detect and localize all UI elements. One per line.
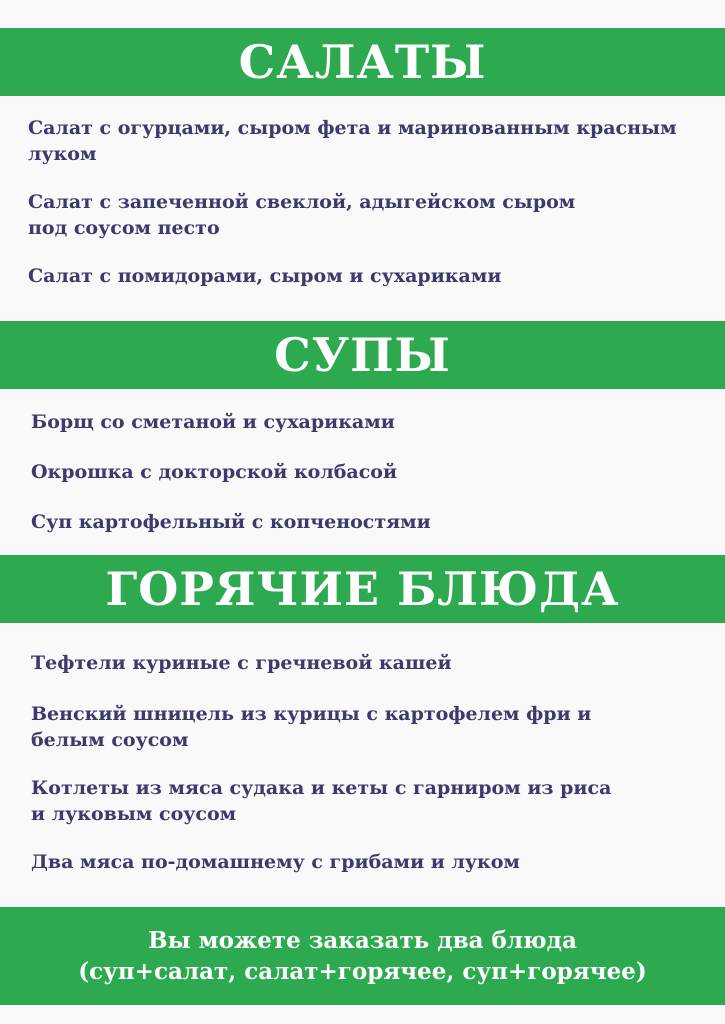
section-title-salads: САЛАТЫ — [238, 35, 487, 89]
menu-item: Салат с запеченной свеклой, адыгейском сыром под соусом песто — [28, 191, 576, 239]
section-header-soups — [0, 321, 725, 389]
menu-item: Борщ со сметаной и сухариками — [31, 411, 395, 433]
order-note-banner — [0, 907, 725, 1005]
menu-item: Два мяса по-домашнему с грибами и луком — [31, 851, 520, 873]
menu-item: Салат с помидорами, сыром и сухариками — [28, 265, 502, 287]
section-title-soups: СУПЫ — [274, 328, 451, 382]
order-note-line-1: Вы можете заказать два блюда — [148, 927, 577, 954]
menu-item: Суп картофельный с копченостями — [31, 511, 431, 533]
menu-item: Венский шницель из курицы с картофелем фри и белым соусом — [31, 703, 592, 751]
menu-item: Салат с огурцами, сыром фета и маринованным красным луком — [28, 117, 677, 165]
menu-item: Окрошка с докторской колбасой — [31, 461, 398, 483]
section-header-hot-dishes — [0, 555, 725, 623]
menu-item: Тефтели куриные с гречневой кашей — [31, 652, 452, 674]
menu-item: Котлеты из мяса судака и кеты с гарниром из риса и луковым соусом — [31, 777, 612, 825]
section-title-hot-dishes: ГОРЯЧИЕ БЛЮДА — [105, 562, 620, 616]
section-header-salads — [0, 28, 725, 96]
order-note-line-2: (суп+салат, салат+горячее, суп+горячее) — [78, 958, 647, 985]
